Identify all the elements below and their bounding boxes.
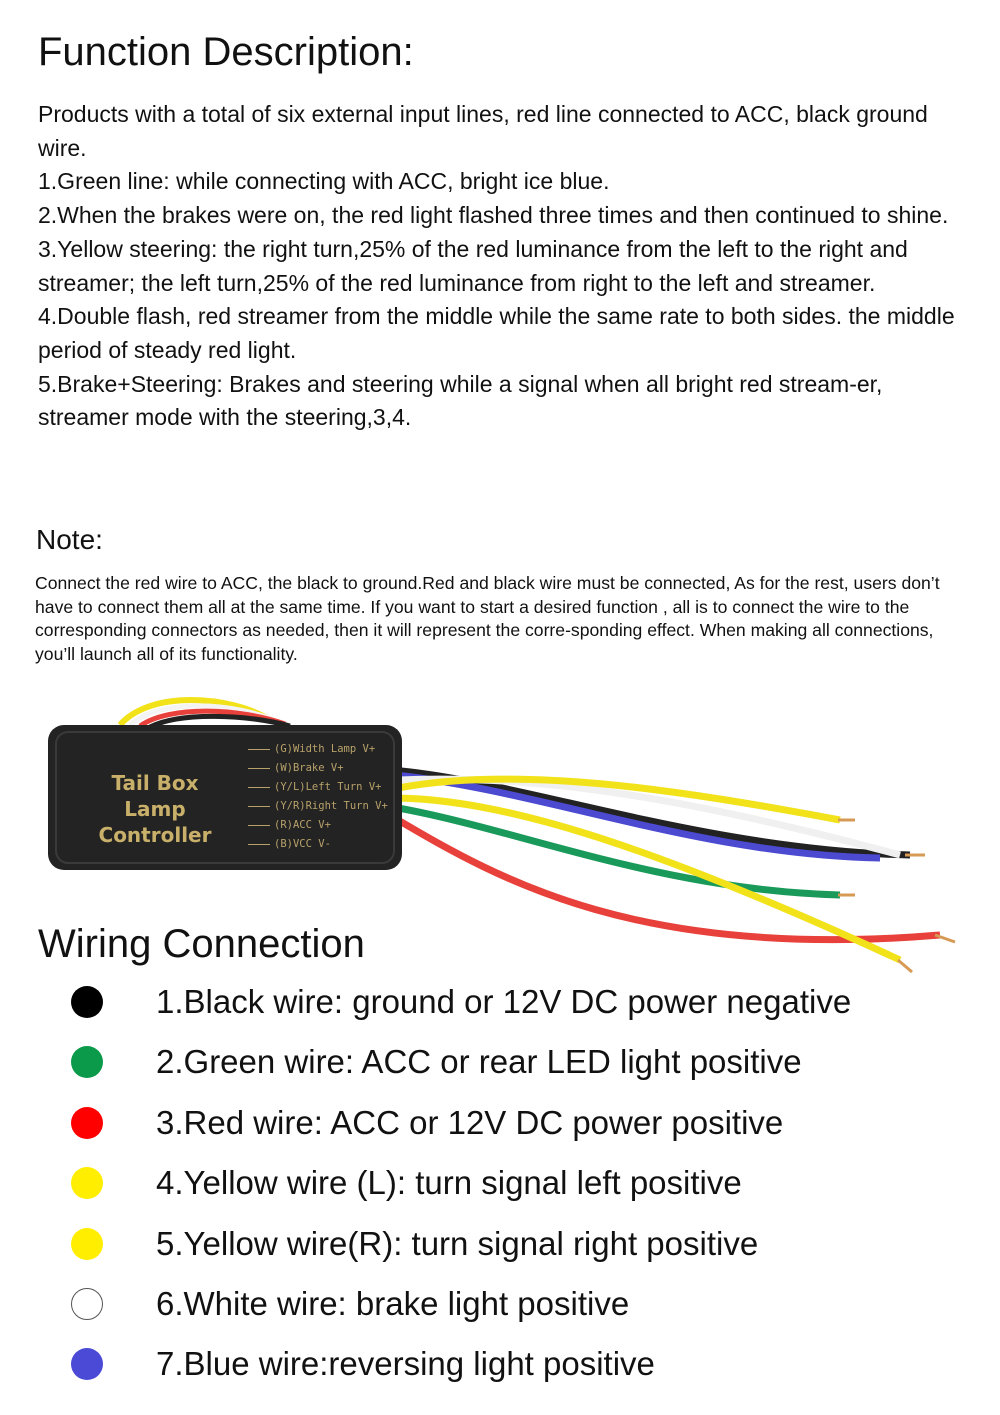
- pin-label: (R)ACC V+: [248, 816, 398, 835]
- description-paragraph: 4.Double flash, red streamer from the middle while the same rate to both sides. the middle period of steady red light.: [38, 303, 955, 363]
- wire-label: 3.Red wire: ACC or 12V DC power positive: [156, 1103, 784, 1141]
- description-paragraph: 5.Brake+Steering: Brakes and steering while a signal when all bright red stream-er, streamer mode with the steering,3,4.: [38, 370, 883, 431]
- list-item: [0, 1274, 1000, 1334]
- list-item: [0, 1093, 1000, 1153]
- wire-red: [398, 820, 940, 940]
- list-item: [0, 972, 1000, 1032]
- description-paragraph: 3.Yellow steering: the right turn,25% of the red luminance from the left to the right and streamer; the left turn,25% of the red luminance from right to the left and streamer.: [38, 235, 908, 296]
- list-item: [0, 1153, 1000, 1213]
- wire-label: 7.Blue wire:reversing light positive: [156, 1345, 655, 1383]
- yellow-dot-icon: [71, 1167, 103, 1199]
- wire-label: 2.Green wire: ACC or rear LED light positive: [156, 1043, 802, 1081]
- list-item: [0, 1334, 1000, 1394]
- blue-dot-icon: [71, 1348, 103, 1380]
- black-dot-icon: [71, 986, 103, 1018]
- note-title: Note:: [36, 524, 103, 555]
- note-text: Connect the red wire to ACC, the black to ground.Red and black wire must be connected, As for the rest, users don’t have to connect them all at the same time. If you want to start a desired function , all is to connect the wire to the corresponding connectors as needed, then it will represent the corre-sponding effect. When making all connections, you’ll launch all of its functionality.: [35, 573, 940, 664]
- wiring-legend: [0, 972, 1000, 1395]
- pin-label: (Y/L)Left Turn V+: [248, 778, 398, 797]
- pin-label: (W)Brake V+: [248, 759, 398, 778]
- controller-label: [80, 770, 230, 848]
- wire-label: 5.Yellow wire(R): turn signal right positive: [156, 1224, 759, 1262]
- controller-label-line1: Tail Box Lamp: [111, 771, 199, 821]
- function-description-body: [38, 98, 973, 435]
- wire-label: 6.White wire: brake light positive: [156, 1284, 630, 1322]
- yellow-dot-icon: [71, 1228, 103, 1260]
- controller-label-line2: Controller: [98, 823, 212, 847]
- description-paragraph: 2.When the brakes were on, the red light flashed three times and then continued to shine.: [38, 202, 949, 229]
- white-dot-icon: [71, 1288, 103, 1320]
- pin-label: (B)VCC V-: [248, 835, 398, 854]
- list-item: [0, 1214, 1000, 1274]
- pin-label-list: [248, 740, 398, 854]
- pin-label: (Y/R)Right Turn V+: [248, 797, 398, 816]
- red-dot-icon: [71, 1107, 103, 1139]
- description-paragraph: Products with a total of six external input lines, red line connected to ACC, black ground wire.: [38, 101, 928, 161]
- green-dot-icon: [71, 1046, 103, 1078]
- description-paragraph: 1.Green line: while connecting with ACC, bright ice blue.: [38, 168, 610, 195]
- wire-label: 1.Black wire: ground or 12V DC power negative: [156, 983, 852, 1020]
- wire-label: 4.Yellow wire (L): turn signal left positive: [156, 1164, 742, 1202]
- function-description-title: Function Description:: [38, 30, 414, 74]
- list-item: [0, 1032, 1000, 1092]
- pin-label: (G)Width Lamp V+: [248, 740, 398, 759]
- wiring-connection-title: Wiring Connection: [38, 922, 365, 966]
